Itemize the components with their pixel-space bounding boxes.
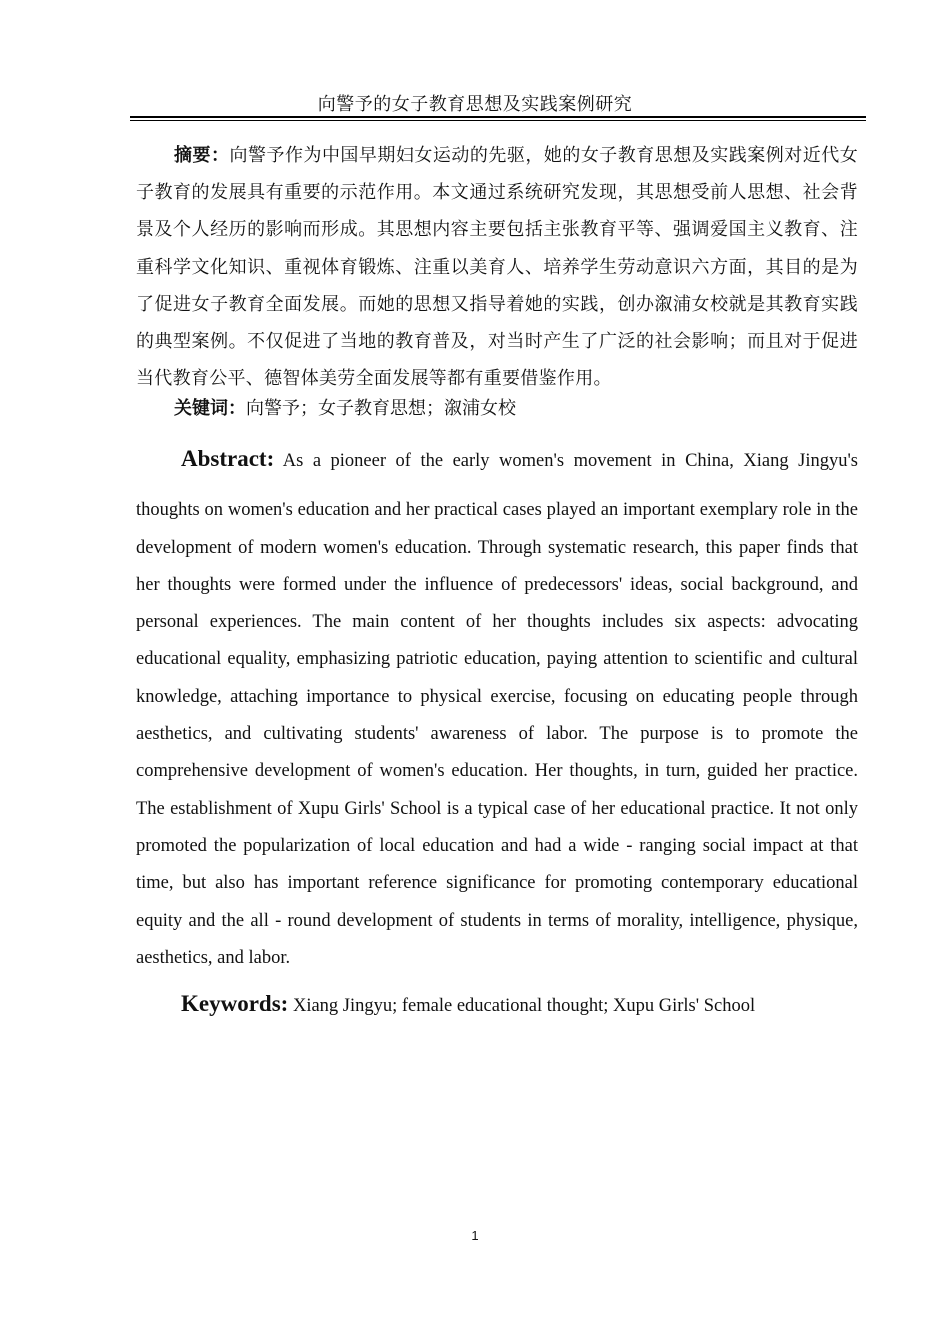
chinese-keywords-text: 向警予；女子教育思想；溆浦女校 [246,398,516,419]
header-rule-thin [130,120,866,121]
english-abstract-text: thoughts on women's education and her practical cases played an important exemplary role in the development of modern women's education. Through systematic research, this paper finds that her thoughts were formed under the influence of predecessors' ideas, social background, and personal experiences. The main content of her thoughts includes six aspects: advocating educational equality, emphasizing patriotic education, paying attention to scientific and cultural knowledge, attaching importance to physical exercise, focusing on educating people through aesthetics, and cultivating students' awareness of labor. The purpose is to promote the comprehensive development of women's education. Her thoughts, in turn, guided her practice. The establishment of Xupu Girls' School is a typical case of her educational practice. It not only promoted the popularization of local education and had a wide - ranging social impact at that time, but also has important reference significance for promoting contemporary educational equity and the all - round development of students in terms of morality, intelligence, physique, aesthetics, and labor. [136,500,858,968]
english-abstract [136,440,858,977]
english-abstract-label: Abstract: [181,446,275,471]
page-number: 1 [471,1228,479,1243]
english-keywords [136,987,858,1023]
chinese-abstract [136,137,858,397]
english-keywords-text: Xiang Jingyu; female educational thought; Xupu Girls' School [292,996,756,1016]
chinese-keywords-label: 关键词： [174,398,246,419]
chinese-abstract-label: 摘要： [174,145,230,166]
chinese-abstract-text: 向警予作为中国早期妇女运动的先驱，她的女子教育思想及实践案例对近代女子教育的发展具有重要的示范作用。本文通过系统研究发现，其思想受前人思想、社会背景及个人经历的影响而形成。其思想内容主要包括主张教育平等、强调爱国主义教育、注重科学文化知识、重视体育锻炼、注重以美育人、培养学生劳动意识六方面，其目的是为了促进女子教育全面发展。而她的思想又指导着她的实践，创办溆浦女校就是其教育实践的典型案例。不仅促进了当地的教育普及，对当时产生了广泛的社会影响；而且对于促进当代教育公平、德智体美劳全面发展等都有重要借鉴作用。 [136,145,858,390]
header-rule-thick [130,116,866,118]
english-abstract-first-line-text: As a pioneer of the early women's movement in China, Xiang Jingyu's [282,451,858,471]
chinese-keywords [136,394,858,424]
english-keywords-label: Keywords: [181,991,289,1016]
running-header-title: 向警予的女子教育思想及实践案例研究 [317,94,633,115]
english-abstract-first-line [136,440,858,480]
